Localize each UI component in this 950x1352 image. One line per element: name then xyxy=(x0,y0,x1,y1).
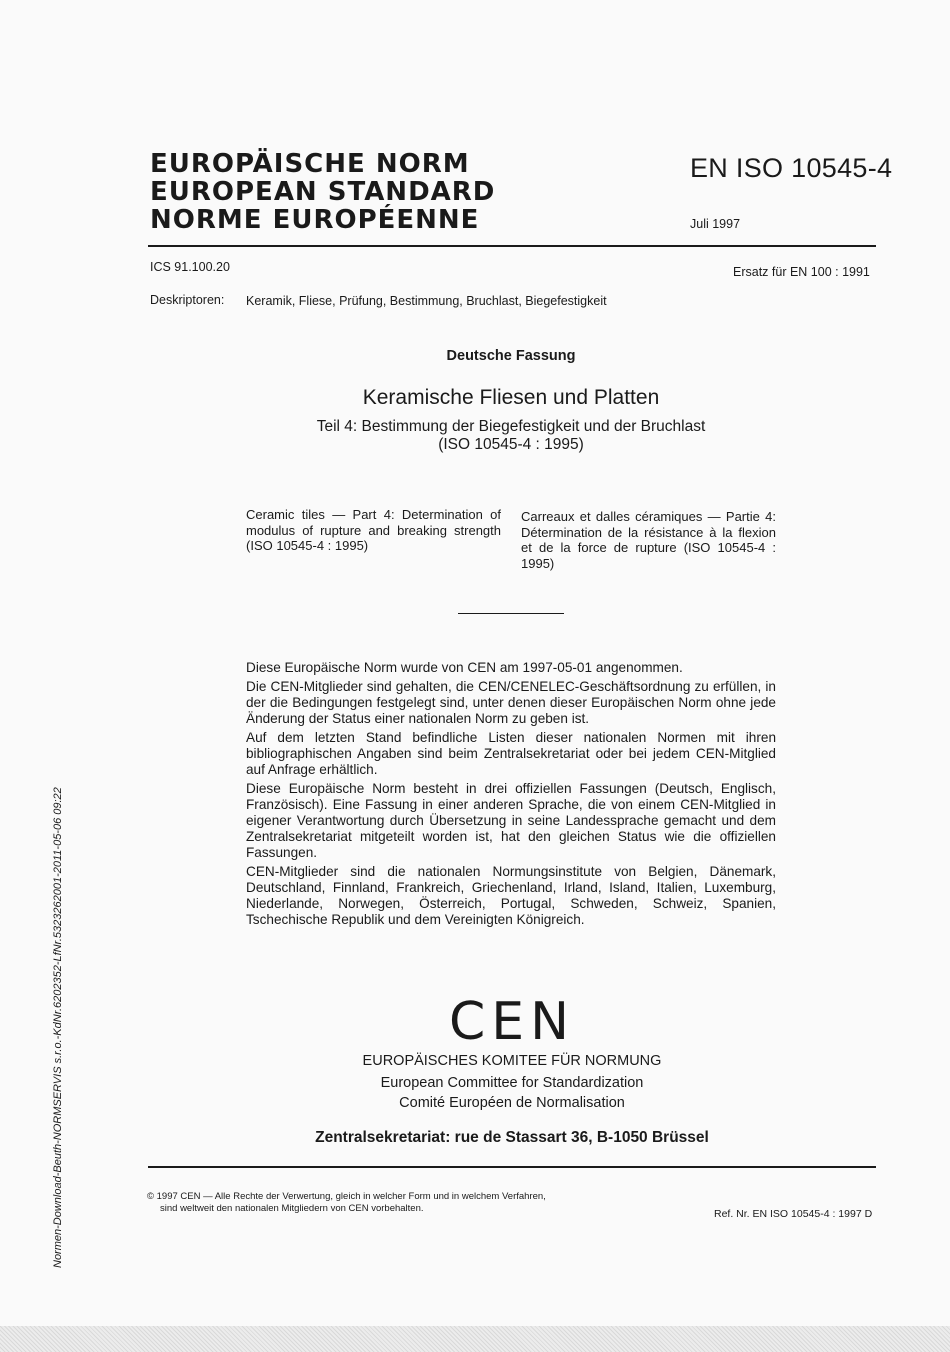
cen-name-en: European Committee for Standardization xyxy=(380,1075,644,1091)
body-paragraph: CEN-Mitglieder sind die nationalen Normungsinstitute von Belgien, Dänemark, Deutschland, Finnland, Frankreich, Griechenland, Irland, Island, Italien, Luxemburg, Niederlande, Norwegen, Österreich, Portugal, Schweden, Schweiz, Spanien, Tschechische Republik und dem Vereinigten Königreich. xyxy=(246,864,776,927)
side-watermark: Normen-Download-Beuth-NORMSERVIS s.r.o.-KdNr.6202352-LfNr.5323262001-2011-05-06 09:22 xyxy=(52,787,64,1268)
cen-name-de: EUROPÄISCHES KOMITEE FÜR NORMUNG xyxy=(362,1053,662,1069)
standard-number: EN ISO 10545-4 xyxy=(690,153,893,183)
body-text xyxy=(246,660,776,931)
publication-date: Juli 1997 xyxy=(690,217,741,231)
copyright-notice xyxy=(147,1191,546,1215)
subtitle-line-2: (ISO 10545-4 : 1995) xyxy=(438,436,584,453)
footer-rule xyxy=(148,1166,876,1168)
scan-edge-band xyxy=(0,1326,950,1352)
reference-number: Ref. Nr. EN ISO 10545-4 : 1997 D xyxy=(714,1208,873,1220)
replaces-note: Ersatz für EN 100 : 1991 xyxy=(733,265,870,279)
copyright-line-1: © 1997 CEN — Alle Rechte der Verwertung, gleich in welcher Form und in welchem Verfahren, xyxy=(147,1191,546,1202)
french-title: Carreaux et dalles céramiques — Partie 4: Détermination de la résistance à la flexion et de la force de rupture (ISO 10545-4 : 1995) xyxy=(521,509,776,571)
descriptors-value: Keramik, Fliese, Prüfung, Bestimmung, Bruchlast, Biegefestigkeit xyxy=(246,294,607,308)
cen-name-fr: Comité Européen de Normalisation xyxy=(399,1095,625,1111)
english-title: Ceramic tiles — Part 4: Determination of modulus of rupture and breaking strength (ISO 10545-4 : 1995) xyxy=(246,507,501,553)
descriptors-label: Deskriptoren: xyxy=(150,293,225,307)
copyright-line-2: sind weltweit den nationalen Mitgliedern von CEN vorbehalten. xyxy=(160,1203,424,1214)
subtitle-line-1: Teil 4: Bestimmung der Biegefestigkeit und der Bruchlast xyxy=(316,418,706,435)
version-label: Deutsche Fassung xyxy=(446,348,576,364)
body-paragraph: Auf dem letzten Stand befindliche Listen dieser nationalen Normen mit ihren bibliographischen Angaben sind beim Zentralsekretariat oder bei jedem CEN-Mitglied auf Anfrage erhältlich. xyxy=(246,730,776,777)
main-title: Keramische Fliesen und Platten xyxy=(362,386,660,409)
ics-code: ICS 91.100.20 xyxy=(150,260,230,274)
body-paragraph: Die CEN-Mitglieder sind gehalten, die CEN/CENELEC-Geschäftsordnung zu erfüllen, in der die Bedingungen festgelegt sind, unter denen dieser Europäischen Norm ohne jede Änderung der Status einer nationalen Norm zu geben ist. xyxy=(246,679,776,726)
body-paragraph: Diese Europäische Norm wurde von CEN am 1997-05-01 angenommen. xyxy=(246,660,683,675)
secretariat-address: Zentralsekretariat: rue de Stassart 36, B-1050 Brüssel xyxy=(315,1129,709,1146)
header-rule xyxy=(148,245,876,247)
title-line-en: EUROPEAN STANDARD xyxy=(150,177,496,207)
title-line-fr: NORME EUROPÉENNE xyxy=(150,205,480,235)
separator-rule xyxy=(458,613,564,614)
title-line-de: EUROPÄISCHE NORM xyxy=(150,149,470,179)
cen-logo: CEN xyxy=(448,992,576,1052)
body-paragraph: Diese Europäische Norm besteht in drei offiziellen Fassungen (Deutsch, Englisch, Französisch). Eine Fassung in einer anderen Sprache, die von einem CEN-Mitglied in eigener Verantwortung durch Übersetzung in seine Landessprache gemacht und dem Zentralsekretariat mitgeteilt worden ist, hat den gleichen Status wie die offiziellen Fassungen. xyxy=(246,781,776,860)
